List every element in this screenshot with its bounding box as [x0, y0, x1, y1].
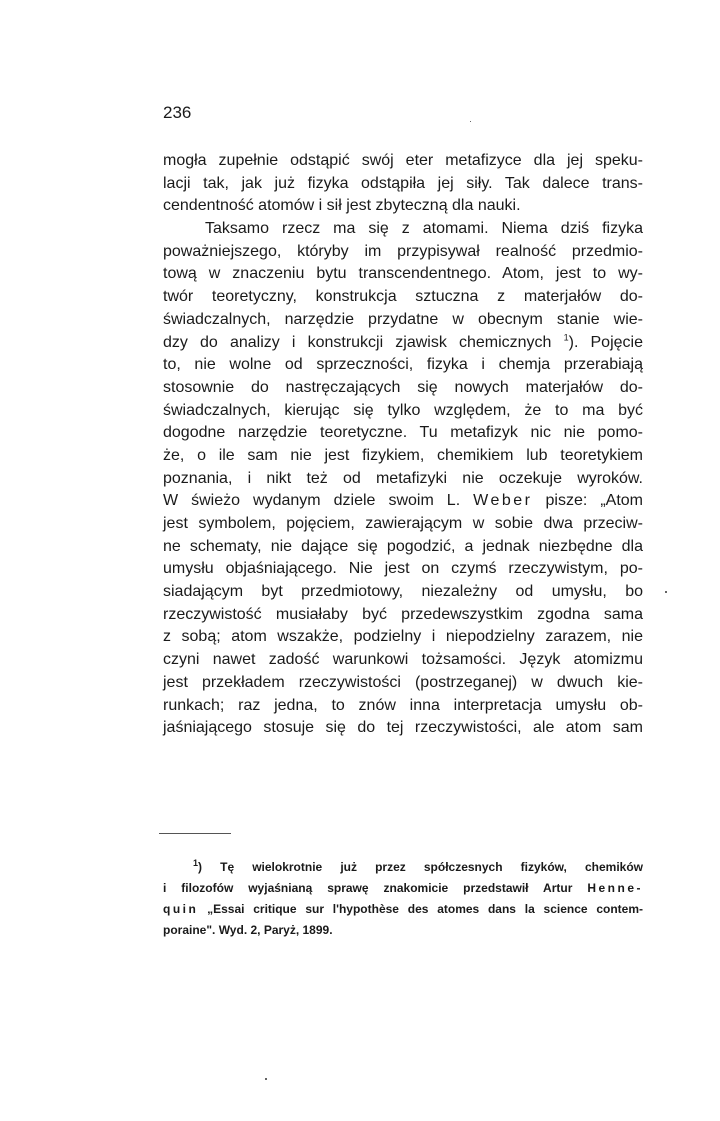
- footnote-author: quin: [163, 902, 199, 916]
- footnote-line: poraine". Wyd. 2, Paryż, 1899.: [163, 923, 333, 937]
- text-line: czyni nawet zadość warunkowi tożsamości. Język atomizmu: [163, 651, 643, 669]
- text-line: umysłu objaśniającego. Nie jest on czymś rzeczywistym, po-: [163, 560, 643, 578]
- text-line-with-author: [163, 490, 643, 513]
- text-line: runkach; raz jedna, to znów inna interpretacja umysłu ob-: [163, 696, 643, 714]
- text-line: twór teoretyczny, konstrukcja sztuczna z materjałów do-: [163, 288, 643, 306]
- text-line: cendentność atomów i sił jest zbyteczną dla nauki.: [163, 197, 521, 215]
- footnote-line: [163, 899, 643, 920]
- footnote-marker: 1: [193, 858, 199, 868]
- body-text: [163, 150, 643, 740]
- text-line: świadczalnych, narzędzie przydatne w obecnym stanie wie-: [163, 310, 643, 328]
- scan-speck: [265, 1078, 267, 1080]
- text-line: rzeczywistość musiałaby być przedewszystkim zgodna sama: [163, 605, 643, 623]
- text-line: poważniejszego, któryby im przypisywał realność przedmio-: [163, 242, 643, 260]
- text-line: jaśniającego stosuje się do tej rzeczywistości, ale atom sam: [163, 719, 643, 737]
- paragraph-start-line: Taksamo rzecz ma się z atomami. Niema dziś fizyka: [205, 220, 643, 238]
- footnote-author: Henne-: [587, 881, 643, 895]
- text-line: świadczalnych, kierując się tylko względem, że to ma być: [163, 401, 643, 419]
- text-line: z sobą; atom wszakże, podzielny i niepodzielny zarazem, nie: [163, 628, 643, 646]
- text-line: tową w znaczeniu bytu transcendentnego. Atom, jest to wy-: [163, 265, 643, 283]
- text-line: to, nie wolne od sprzeczności, fizyka i chemja przerabiają: [163, 356, 643, 374]
- footnote-divider: [159, 833, 231, 834]
- text-line: ne schematy, nie dające się pogodzić, a jednak niezbędne dla: [163, 537, 643, 555]
- text-line-with-footnote-ref: [163, 332, 643, 355]
- text-line: lacji tak, jak już fizyka odstąpiła jej siły. Tak dalece trans-: [163, 174, 643, 192]
- text-line: siadającym byt przedmiotowy, niezależny od umysłu, bo: [163, 583, 643, 601]
- text-line: że, o ile sam nie jest fizykiem, chemikiem lub teoretykiem: [163, 446, 643, 464]
- footnote-reference: 1: [563, 332, 569, 343]
- text-line: jest przekładem rzeczywistości (postrzeganej) w dwuch kie-: [163, 673, 643, 691]
- page-number: 236: [163, 103, 192, 122]
- footnote-text: ) Tę wielokrotnie już przez spółczesnych fizyków, chemików: [198, 860, 643, 874]
- footnote-line: [163, 878, 643, 899]
- footnote-line: [163, 857, 643, 878]
- footnote: [163, 857, 643, 941]
- scan-speck: [470, 121, 471, 122]
- text-line: poznania, i nikt też od metafizyki nie oczekuje wyroków.: [163, 469, 643, 487]
- text-line: mogła zupełnie odstąpić swój eter metafizyce dla jej speku-: [163, 152, 643, 169]
- line-text-tail: pisze: „Atom: [532, 492, 643, 510]
- text-line: stosownie do nastręczających się nowych materjałów do-: [163, 378, 643, 396]
- footnote-text: „Essai critique sur l'hypothèse des atomes dans la science contem-: [198, 902, 643, 916]
- footnote-text: i filozofów wyjaśnianą sprawę znakomicie przedstawił Artur: [163, 881, 588, 895]
- line-text-tail: ). Pojęcie: [568, 333, 643, 351]
- text-line: jest symbolem, pojęciem, zawierającym w sobie dwa przeciw-: [163, 515, 643, 532]
- author-name: Weber: [473, 492, 533, 510]
- scan-speck: [665, 591, 667, 593]
- text-line: dogodne narzędzie teoretyczne. Tu metafizyk nic nie pomo-: [163, 424, 643, 442]
- line-text: dzy do analizy i konstrukcji zjawisk chemicznych: [163, 333, 564, 351]
- line-text: W świeżo wydanym dziele swoim L.: [163, 492, 474, 510]
